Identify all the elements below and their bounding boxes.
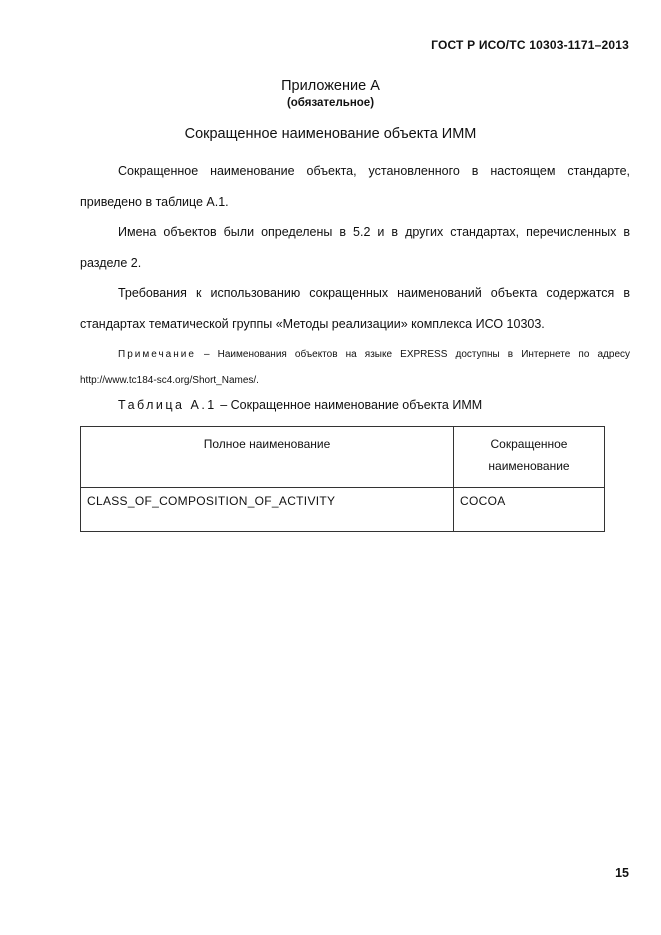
page-number: 15 bbox=[615, 866, 629, 880]
appendix-subtitle: (обязательное) bbox=[286, 97, 375, 109]
section-title: Сокращенное наименование объекта ИММ bbox=[184, 126, 477, 142]
cell-short-name: COCOA bbox=[454, 488, 605, 532]
header-short-name: Сокращенное наименование bbox=[454, 427, 605, 488]
note bbox=[80, 342, 630, 394]
note-text: – Наименования объектов на языке EXPRESS доступны в Интернете по адресу http://www.tc184-sc4.org/Short_Names/. bbox=[80, 349, 630, 386]
header-full-name: Полное наименование bbox=[81, 427, 454, 488]
table-caption bbox=[118, 398, 482, 412]
table-row bbox=[81, 488, 605, 532]
note-label: Примечание bbox=[118, 349, 196, 360]
paragraph-1: Сокращенное наименование объекта, установленного в настоящем стандарте, приведено в таблице А.1. bbox=[80, 164, 630, 209]
table-caption-label: Таблица А.1 bbox=[118, 398, 217, 412]
appendix-title: Приложение А bbox=[281, 78, 380, 94]
cell-full-name: CLASS_OF_COMPOSITION_OF_ACTIVITY bbox=[81, 488, 454, 532]
short-names-table bbox=[80, 426, 605, 532]
table-caption-text: – Сокращенное наименование объекта ИММ bbox=[216, 398, 483, 412]
paragraph-3: Требования к использованию сокращенных наименований объекта содержатся в стандартах тематической группы «Методы реализации» комплекса ИСО 10303. bbox=[80, 286, 630, 331]
table-header-row bbox=[81, 427, 605, 488]
document-code: ГОСТ Р ИСО/ТС 10303-1171–2013 bbox=[431, 38, 629, 52]
paragraph-2: Имена объектов были определены в 5.2 и в других стандартах, перечисленных в разделе 2. bbox=[80, 225, 630, 270]
